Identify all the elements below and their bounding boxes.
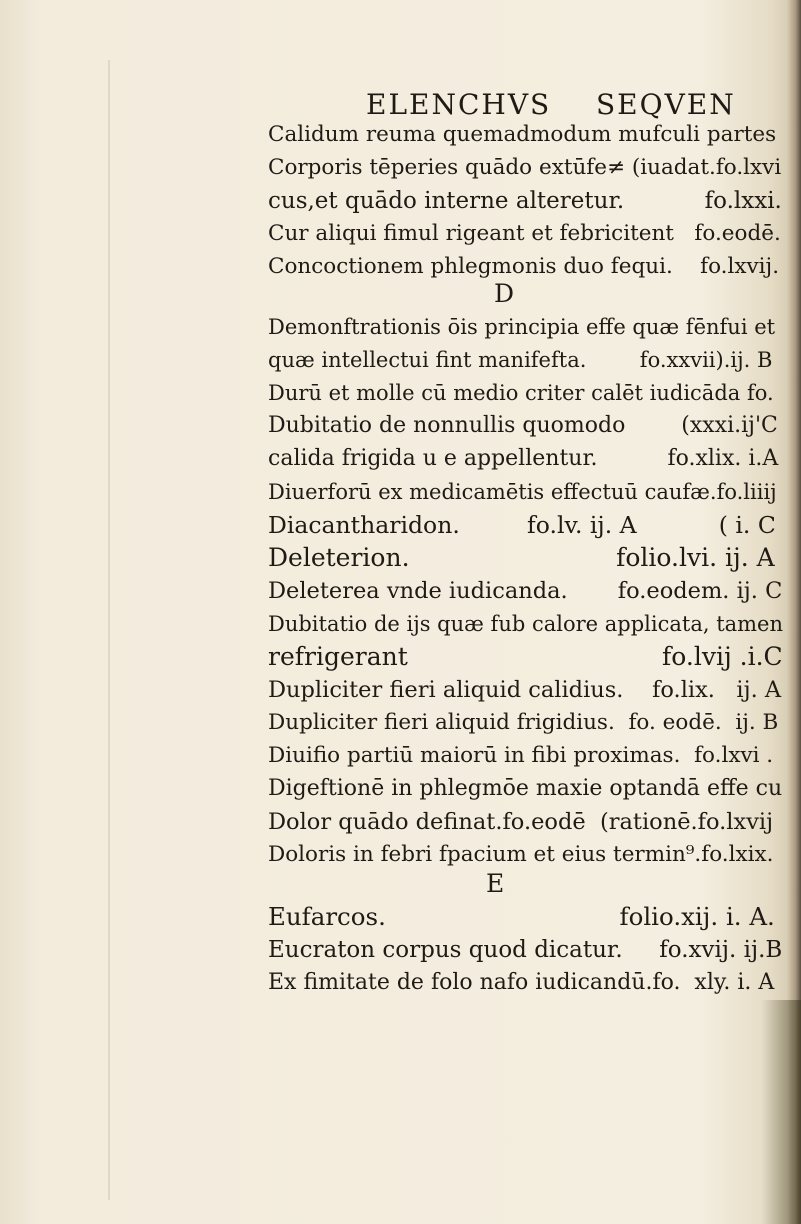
index-entry: Durū et molle cū medio criter calēt iudicāda fo.: [268, 381, 774, 405]
section-letter-d: D: [494, 279, 515, 308]
running-header-right: SEQVEN: [596, 88, 736, 121]
index-entry: Demonftrationis ōis principia effe quæ fēnfui et: [268, 315, 776, 339]
running-header-left: ELENCHVS: [366, 88, 552, 121]
index-entry: Dolor quādo definat.fo.eodē (rationē.fo.lxvij: [268, 809, 774, 835]
index-entry: Deleterion. folio.lvi. ij. A: [268, 543, 775, 572]
section-letter-e: E: [486, 869, 505, 898]
index-entry: calida frigida u e appellentur. fo.xlix. i.A: [268, 446, 779, 471]
index-entry: Dubitatio de nonnullis quomodo (xxxi.ij'C: [268, 413, 778, 438]
index-entry: Digeftionē in phlegmōe maxie optandā effe cu: [268, 776, 783, 801]
index-entry: Diacantharidon. fo.lv. ij. A ( i. C: [268, 511, 776, 539]
index-entry: Dubitatio de ijs quæ fub calore applicata, tamen: [268, 612, 784, 636]
page-gutter-shadow: [108, 60, 110, 1200]
index-entry: quæ intellectui fint manifefta. fo.xxvii).ij. B: [268, 348, 773, 372]
index-entry: Eufarcos. folio.xij. i. A.: [268, 902, 775, 931]
index-entry: cus,et quādo interne alteretur. fo.lxxi.: [268, 188, 782, 214]
index-entry: Doloris in febri fpacium et eius termin⁹.fo.lxix.: [268, 842, 774, 867]
index-entry: Corporis tēperies quādo extūfe≠ (iuadat.fo.lxvi: [268, 155, 782, 180]
index-entry: Concoctionem phlegmonis duo fequi. fo.lxvij.: [268, 254, 780, 279]
index-entry: Calidum reuma quemadmodum mufculi partes: [268, 122, 777, 147]
index-entry: Deleterea vnde iudicanda. fo.eodem. ij. C: [268, 578, 783, 604]
index-entry: Dupliciter fieri aliquid calidius. fo.lix. ij. A: [268, 677, 782, 703]
page-corner-stain: [761, 1000, 801, 1224]
index-entry: Eucraton corpus quod dicatur. fo.xvij. ij.B: [268, 937, 783, 963]
index-entry: Diuifio partiū maiorū in fibi proximas. fo.lxvi .: [268, 743, 774, 768]
index-entry: Diuerforū ex medicamētis effectuū caufæ.fo.liiij: [268, 480, 777, 504]
index-entry: Ex fimitate de folo nafo iudicandū.fo. xly. i. A: [268, 970, 775, 995]
index-entry: refrigerant fo.lvij .i.C: [268, 642, 783, 671]
index-entry: Dupliciter fieri aliquid frigidius. fo. eodē. ij. B: [268, 710, 779, 735]
index-entry: Cur aliqui fimul rigeant et febricitent fo.eodē.: [268, 221, 781, 246]
